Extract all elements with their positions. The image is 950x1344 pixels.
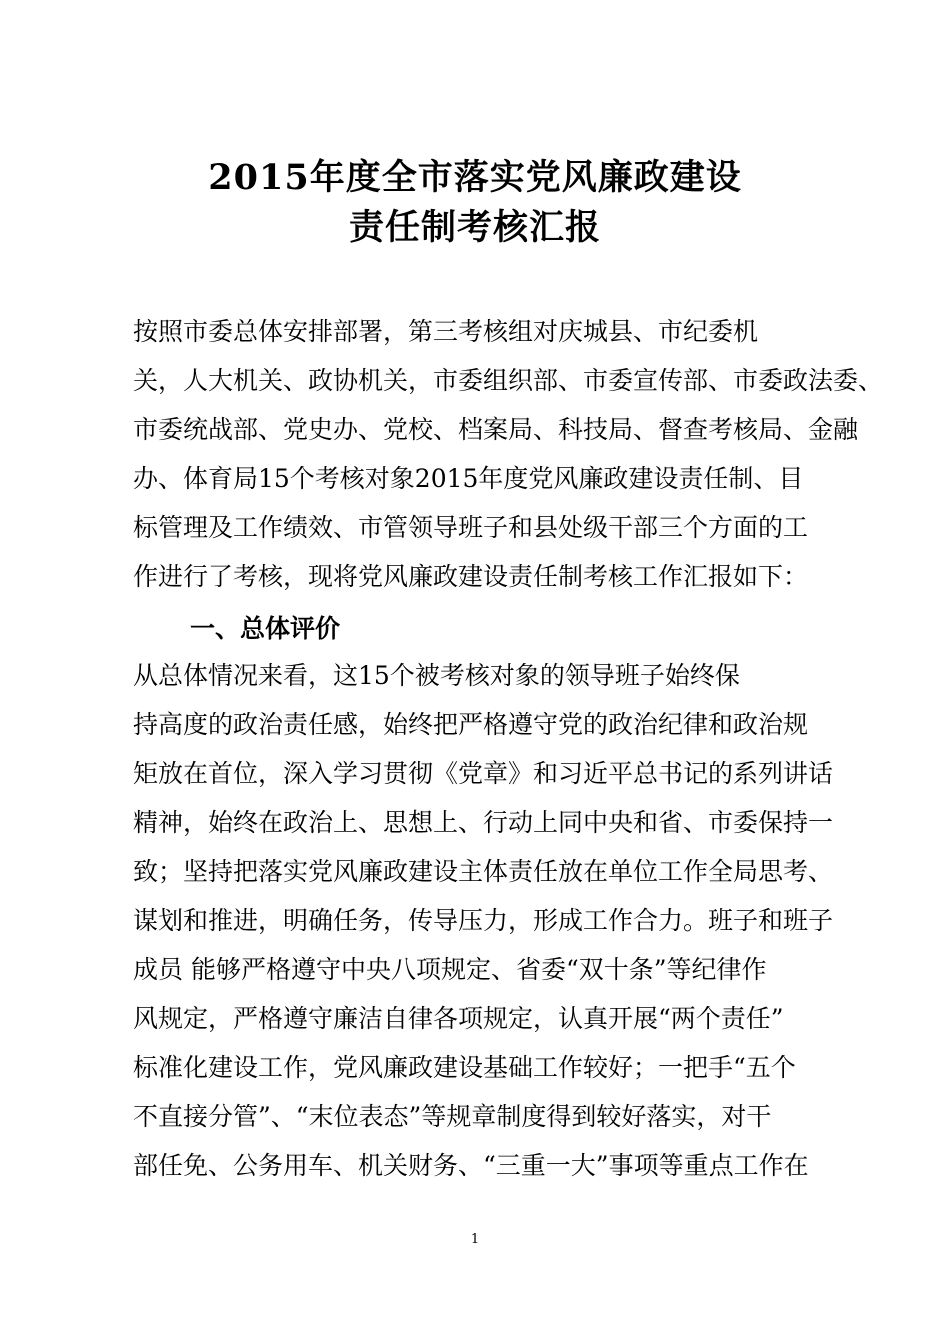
paragraph-2-line-7: 成员 能够严格遵守中央八项规定、省委“双十条”等纪律作 (133, 955, 767, 984)
paragraph-2-line-6: 谋划和推进，明确任务，传导压力，形成工作合力。班子和班子 (133, 906, 834, 935)
paragraph-1-line-5: 标管理及工作绩效、市管领导班子和县处级干部三个方面的工 (133, 513, 809, 542)
paragraph-2-line-10: 不直接分管”、“末位表态”等规章制度得到较好落实，对干 (133, 1102, 772, 1131)
paragraph-2-line-11: 部任免、公务用车、机关财务、“三重一大”事项等重点工作在 (133, 1151, 809, 1180)
paragraph-2-line-5: 致；坚持把落实党风廉政建设主体责任放在单位工作全局思考、 (133, 857, 834, 886)
paragraph-1-line-6: 作进行了考核，现将党风廉政建设责任制考核工作汇报如下： (133, 562, 809, 591)
paragraph-2-line-1: 从总体情况来看，这15个被考核对象的领导班子始终保 (133, 661, 740, 690)
paragraph-2-line-4: 精神，始终在政治上、思想上、行动上同中央和省、市委保持一 (133, 808, 834, 837)
paragraph-1-line-2: 关，人大机关、政协机关，市委组织部、市委宣传部、市委政法委、 (133, 366, 884, 395)
document-title-line-2: 责任制考核汇报 (348, 207, 601, 248)
paragraph-2-line-3: 矩放在首位，深入学习贯彻《党章》和习近平总书记的系列讲话 (133, 759, 834, 788)
paragraph-1-line-4: 办、体育局15个考核对象2015年度党风廉政建设责任制、目 (133, 464, 804, 493)
document-title-line-1: 2015年度全市落实党风廉政建设 (208, 157, 742, 198)
section-heading-overall-evaluation: 一、总体评价 (190, 614, 341, 643)
page-number: 1 (470, 1232, 480, 1247)
paragraph-1-line-1: 按照市委总体安排部署，第三考核组对庆城县、市纪委机 (133, 317, 759, 346)
paragraph-2-line-2: 持高度的政治责任感，始终把严格遵守党的政治纪律和政治规 (133, 710, 809, 739)
paragraph-1-line-3: 市委统战部、党史办、党校、档案局、科技局、督查考核局、金融 (133, 415, 859, 444)
paragraph-2-line-9: 标准化建设工作，党风廉政建设基础工作较好；一把手“五个 (133, 1053, 796, 1082)
paragraph-2-line-8: 风规定，严格遵守廉洁自律各项规定，认真开展“两个责任” (133, 1004, 784, 1033)
